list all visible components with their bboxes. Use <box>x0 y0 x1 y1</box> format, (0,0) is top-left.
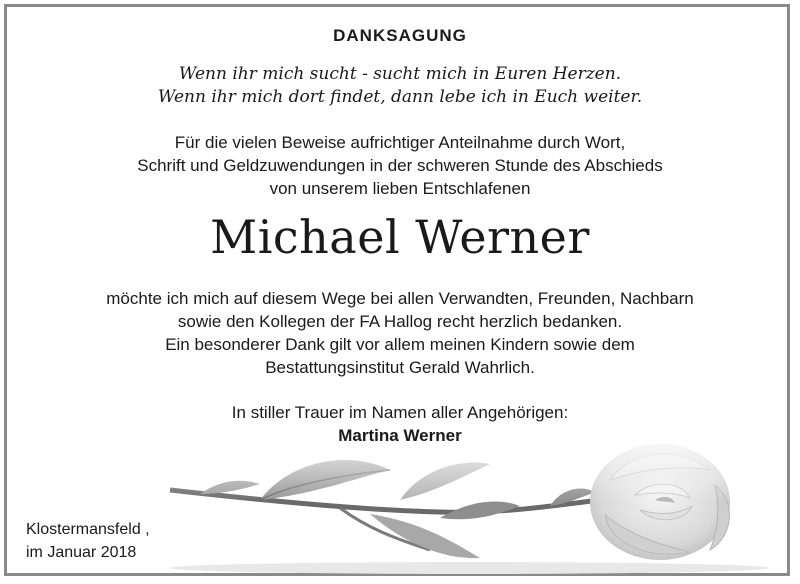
thanks-line-4: Bestattungsinstitut Gerald Wahrlich. <box>265 358 535 377</box>
intro-line-2: Schrift und Geldzuwendungen in der schweren Stunde des Abschieds <box>137 156 663 175</box>
motto-line-2: Wenn ihr mich dort findet, dann lebe ich in Euch weiter. <box>157 87 643 107</box>
intro-line-3: von unserem lieben Entschlafenen <box>269 179 531 198</box>
closing-line: In stiller Trauer im Namen aller Angehörigen: <box>231 403 569 422</box>
deceased-name: Michael Werner <box>210 210 590 264</box>
thanks-line-1: möchte ich mich auf diesem Wege bei allen Verwandten, Freunden, Nachbarn <box>106 289 694 308</box>
notice-title: DANKSAGUNG <box>333 26 467 45</box>
signer-name: Martina Werner <box>338 426 462 445</box>
thanks-line-2: sowie den Kollegen der FA Hallog recht herzlich bedanken. <box>177 312 623 331</box>
date-text: im Januar 2018 <box>26 544 137 561</box>
motto-line-1: Wenn ihr mich sucht - sucht mich in Euren Herzen. <box>178 64 622 84</box>
place-text: Klostermansfeld , <box>26 521 150 538</box>
thanks-line-3: Ein besonderer Dank gilt vor allem meinen Kindern sowie dem <box>165 335 635 354</box>
intro-line-1: Für die vielen Beweise aufrichtiger Anteilnahme durch Wort, <box>174 133 626 152</box>
rose-illustration <box>140 440 780 576</box>
